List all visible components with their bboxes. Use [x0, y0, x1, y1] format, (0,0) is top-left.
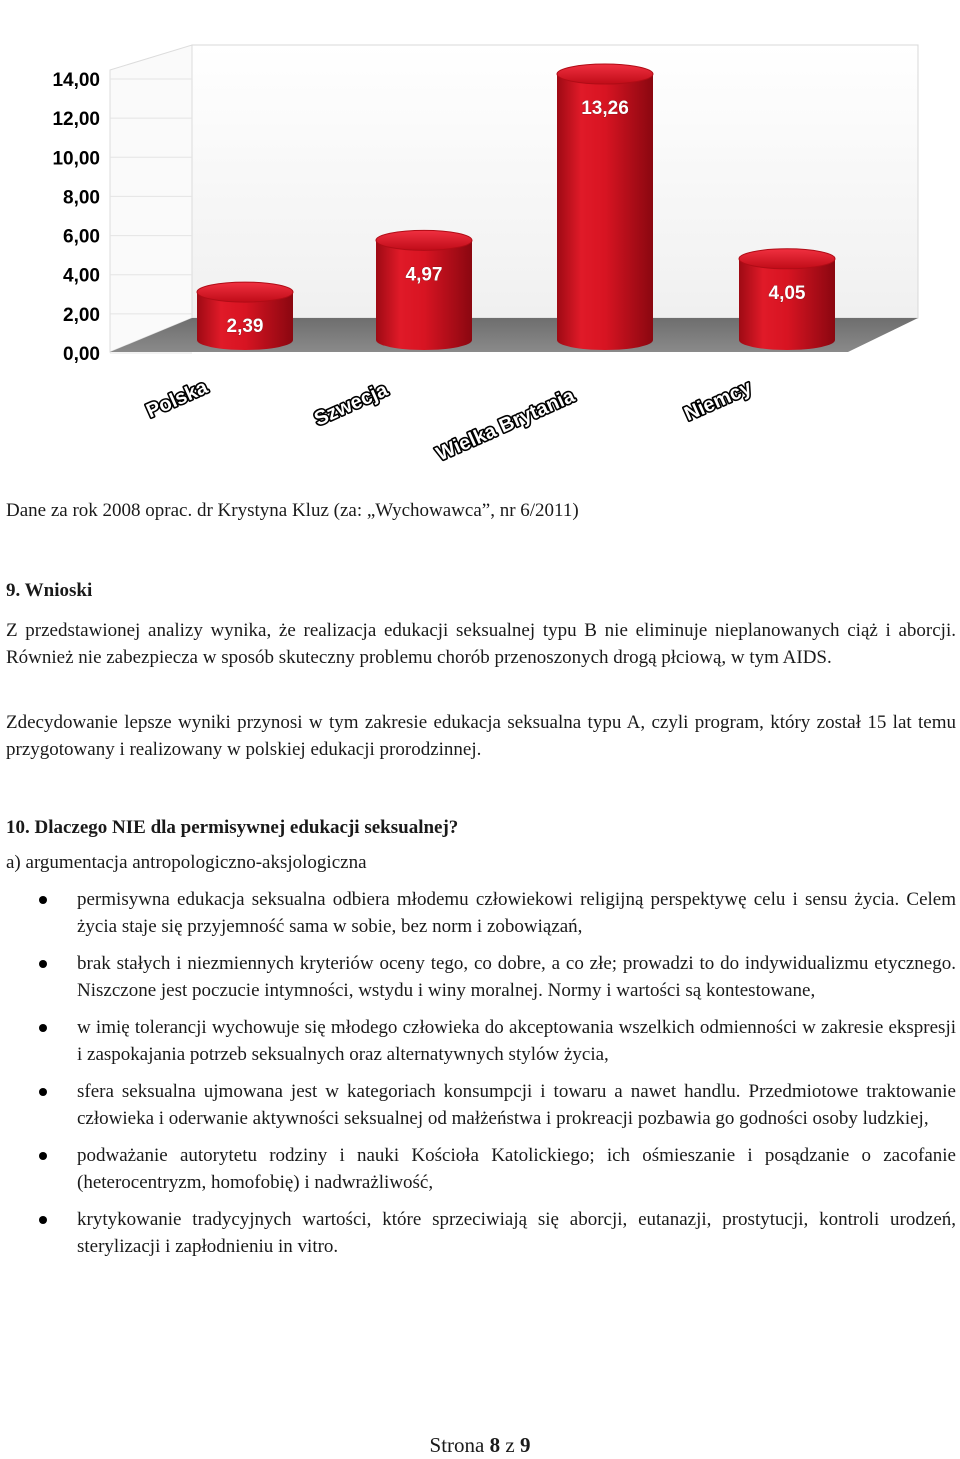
- list-item: [0, 950, 956, 1004]
- y-tick-label: 4,00: [63, 265, 100, 287]
- y-tick-label: 8,00: [63, 187, 100, 209]
- list-item-text: krytykowanie tradycyjnych wartości, które sprzeciwiają się aborcji, eutanazji, prostytucji, kontroli urodzeń, sterylizacji i zapłodnieniu in vitro.: [77, 1209, 956, 1257]
- bar-body: [739, 259, 835, 350]
- x-category-label: Wielka Brytania: [433, 384, 578, 466]
- bar-top: [557, 64, 653, 84]
- bar-top: [739, 249, 835, 269]
- bar-value-label: 13,26: [581, 98, 629, 120]
- list-item: [0, 1206, 956, 1260]
- x-category-label: Niemcy: [681, 376, 756, 426]
- bullet-icon: [39, 1088, 47, 1096]
- y-tick-label: 14,00: [52, 70, 100, 91]
- list-item-text: permisywna edukacja seksualna odbiera młodemu człowiekowi religijną perspektywę celu i sensu życia. Celem życia staje się przyjemność sama w sobie, bez norm i zobowiązań,: [77, 889, 956, 937]
- y-axis-tick-labels: [52, 70, 100, 365]
- bullet-icon: [39, 1152, 47, 1160]
- list-item-text: brak stałych i niezmiennych kryteriów oceny tego, co dobre, a co złe; prowadzi to do indywidualizmu etycznego. Niszczone jest poczucie intymności, wstydu i winy moralnej. Normy i wartości są kontestowane,: [77, 953, 956, 1001]
- list-item-text: podważanie autorytetu rodziny i nauki Kościoła Katolickiego; ich ośmieszanie i posądzanie o zacofanie (heterocentryzm, homofobię) i nadwrażliwość,: [77, 1145, 956, 1193]
- bar-top: [197, 282, 293, 302]
- section-9-paragraph-1: Z przedstawionej analizy wynika, że realizacja edukacji seksualnej typu B nie eliminuje nieplanowanych ciąż i aborcji. Również nie zabezpiecza w sposób skuteczny problemu chorób przenoszonych drogą płciową, w tym AIDS.: [6, 620, 956, 668]
- footer-page-number: 8: [489, 1433, 501, 1457]
- list-item: [0, 1014, 956, 1068]
- x-axis-category-labels: [143, 376, 756, 466]
- x-category-label: Polska: [143, 376, 211, 423]
- x-category-label: Szwecja: [311, 378, 392, 431]
- y-tick-label: 10,00: [52, 148, 100, 170]
- list-item: [0, 1142, 956, 1196]
- bar-chart: [0, 0, 960, 490]
- bar-value-label: 2,39: [226, 316, 264, 338]
- section-10-subheading: a) argumentacja antropologiczno-aksjologiczna: [6, 852, 367, 873]
- y-tick-label: 6,00: [63, 226, 100, 248]
- bullet-icon: [39, 1024, 47, 1032]
- chart-side-wall: [110, 45, 192, 352]
- argument-list: [0, 886, 956, 1270]
- bar-value-label: 4,97: [405, 264, 443, 286]
- list-item-text: w imię tolerancji wychowuje się młodego człowieka do akceptowania wszelkich odmienności w zakresie ekspresji i zaspokajania potrzeb seksualnych oraz alternatywnych stylów życia,: [77, 1017, 956, 1065]
- list-item-text: sfera seksualna ujmowana jest w kategoriach konsumpcji i towaru a nawet handlu. Przedmiotowe traktowanie człowieka i oderwanie aktywności seksualnej od małżeństwa i prokreacji pozbawia go godności osoby ludzkiej,: [77, 1081, 956, 1129]
- footer-page-total: 9: [519, 1433, 531, 1457]
- section-10-heading: 10. Dlaczego NIE dla permisywnej edukacji seksualnej?: [6, 817, 459, 838]
- bullet-icon: [39, 896, 47, 904]
- bar-value-label: 4,05: [768, 282, 806, 304]
- footer-prefix: Strona: [429, 1433, 485, 1457]
- bar-top: [376, 230, 472, 250]
- bullet-icon: [39, 1216, 47, 1224]
- y-tick-label: 2,00: [63, 304, 100, 326]
- section-9-heading: 9. Wnioski: [6, 580, 93, 601]
- bullet-icon: [39, 960, 47, 968]
- bar-body: [376, 240, 472, 350]
- section-9-paragraph-2: Zdecydowanie lepsze wyniki przynosi w tym zakresie edukacja seksualna typu A, czyli program, który został 15 lat temu przygotowany i realizowany w polskiej edukacji prorodzinnej.: [6, 712, 956, 760]
- chart-svg: [0, 0, 960, 490]
- y-tick-label: 12,00: [52, 109, 100, 131]
- list-item: [0, 886, 956, 940]
- footer-separator: z: [505, 1433, 515, 1457]
- list-item: [0, 1078, 956, 1132]
- bar: [376, 230, 472, 350]
- y-tick-label: 0,00: [63, 344, 100, 365]
- chart-source-caption: Dane za rok 2008 oprac. dr Krystyna Kluz (za: „Wychowawca”, nr 6/2011): [6, 500, 579, 521]
- page-footer: [0, 1433, 960, 1458]
